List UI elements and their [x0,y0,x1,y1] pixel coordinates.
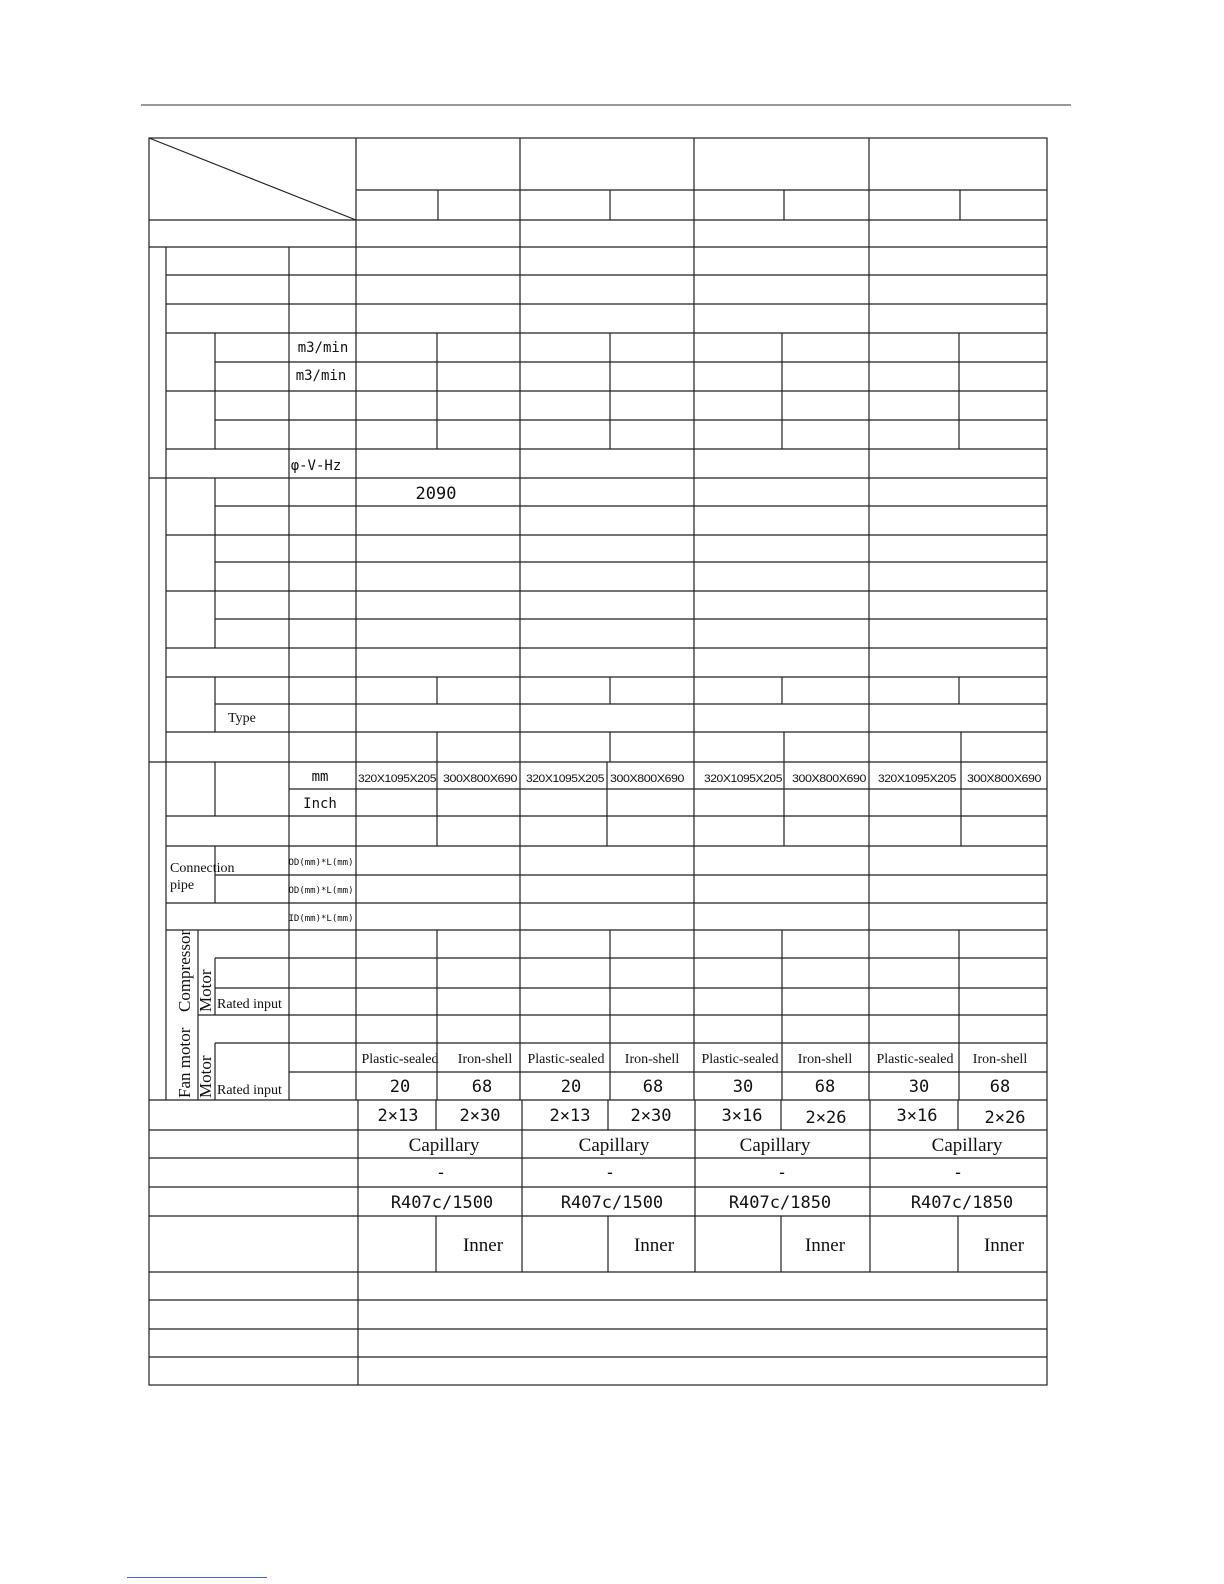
cell-fan-rated-indoor-4: 30 [908,1077,930,1097]
cell-dim-indoor-2: 320X1095X205 [526,773,605,785]
cell-fan-type-outdoor-3: Iron-shell [797,1052,853,1067]
unit-mm: mm [311,769,329,785]
cell-fan-rated-indoor-3: 30 [732,1077,754,1097]
cell-dim-outdoor-1: 300X800X690 [443,773,518,785]
cell-row-b-4: 2×26 [984,1108,1026,1128]
cell-dash-1: - [435,1163,447,1183]
cell-dash-3: - [776,1163,788,1183]
cell-refrigerant-4: R407c/1850 [910,1193,1014,1213]
cell-row-a-4: 3×16 [896,1106,938,1126]
cell-fan-rated-outdoor-3: 68 [814,1077,836,1097]
label-rated-input-fan: Rated input [217,1083,282,1098]
unit-airflow-2: m3/min [295,368,347,384]
label-connection: Connection [170,861,235,876]
cell-fan-type-indoor-4: Plastic-sealed [876,1052,954,1067]
cell-throttle-2: Capillary [578,1135,650,1156]
cell-dim-outdoor-2: 300X800X690 [610,773,685,785]
cell-row-b-3: 2×26 [805,1108,847,1128]
cell-fan-type-indoor-2: Plastic-sealed [527,1052,605,1067]
unit-power-supply: φ-V-Hz [290,458,342,474]
cell-fan-type-outdoor-4: Iron-shell [972,1052,1028,1067]
label-pipe: pipe [170,878,195,893]
cell-refrigerant-1: R407c/1500 [390,1193,494,1213]
cell-dim-indoor-4: 320X1095X205 [878,773,957,785]
cell-fan-rated-indoor-2: 20 [560,1077,582,1097]
label-compressor-motor: Motor [196,969,215,1012]
cell-dim-outdoor-3: 300X800X690 [792,773,867,785]
cell-dash-4: - [952,1163,964,1183]
cell-inner-3: Inner [804,1235,846,1256]
cell-fan-type-indoor-3: Plastic-sealed [701,1052,779,1067]
cell-inner-4: Inner [983,1235,1025,1256]
cell-row-b-2: 2×30 [630,1106,672,1126]
cell-fan-type-outdoor-1: Iron-shell [457,1052,513,1067]
cell-row-a-2: 2×13 [549,1106,591,1126]
unit-airflow-1: m3/min [297,340,349,356]
label-rated-input-compressor: Rated input [217,997,282,1012]
label-fan-motor-motor: Motor [196,1055,215,1098]
label-compressor: Compressor [175,929,194,1012]
cell-refrigerant-2: R407c/1500 [560,1193,664,1213]
cell-dim-outdoor-4: 300X800X690 [967,773,1042,785]
cell-refrigerant-3: R407c/1850 [728,1193,832,1213]
cell-row-a-1: 2×13 [377,1106,419,1126]
cell-fan-rated-indoor-1: 20 [389,1077,411,1097]
label-fan-motor: Fan motor [175,1027,194,1098]
cell-row-a-3: 3×16 [721,1106,763,1126]
cell-row-b-1: 2×30 [459,1106,501,1126]
cell-fan-type-outdoor-2: Iron-shell [624,1052,680,1067]
unit-inch: Inch [303,796,337,812]
footer-link-underline [127,1577,267,1578]
cell-throttle-1: Capillary [408,1135,480,1156]
unit-drain-pipe: ID(mm)*L(mm) [288,914,354,924]
cell-inner-1: Inner [462,1235,504,1256]
cell-fan-rated-outdoor-4: 68 [989,1077,1011,1097]
cell-fan-rated-outdoor-1: 68 [471,1077,493,1097]
cell-throttle-4: Capillary [931,1135,1003,1156]
cell-fan-rated-outdoor-2: 68 [642,1077,664,1097]
cell-dim-indoor-1: 320X1095X205 [358,773,437,785]
cell-inner-2: Inner [633,1235,675,1256]
cell-capacity-2090: 2090 [415,484,457,504]
unit-connection-liquid: OD(mm)*L(mm) [288,858,354,868]
cell-fan-type-indoor-1: Plastic-sealed [361,1052,439,1067]
unit-connection-gas: OD(mm)*L(mm) [288,886,354,896]
cell-dash-2: - [604,1163,616,1183]
cell-throttle-3: Capillary [739,1135,811,1156]
label-type: Type [228,711,256,726]
cell-dim-indoor-3: 320X1095X205 [704,773,783,785]
